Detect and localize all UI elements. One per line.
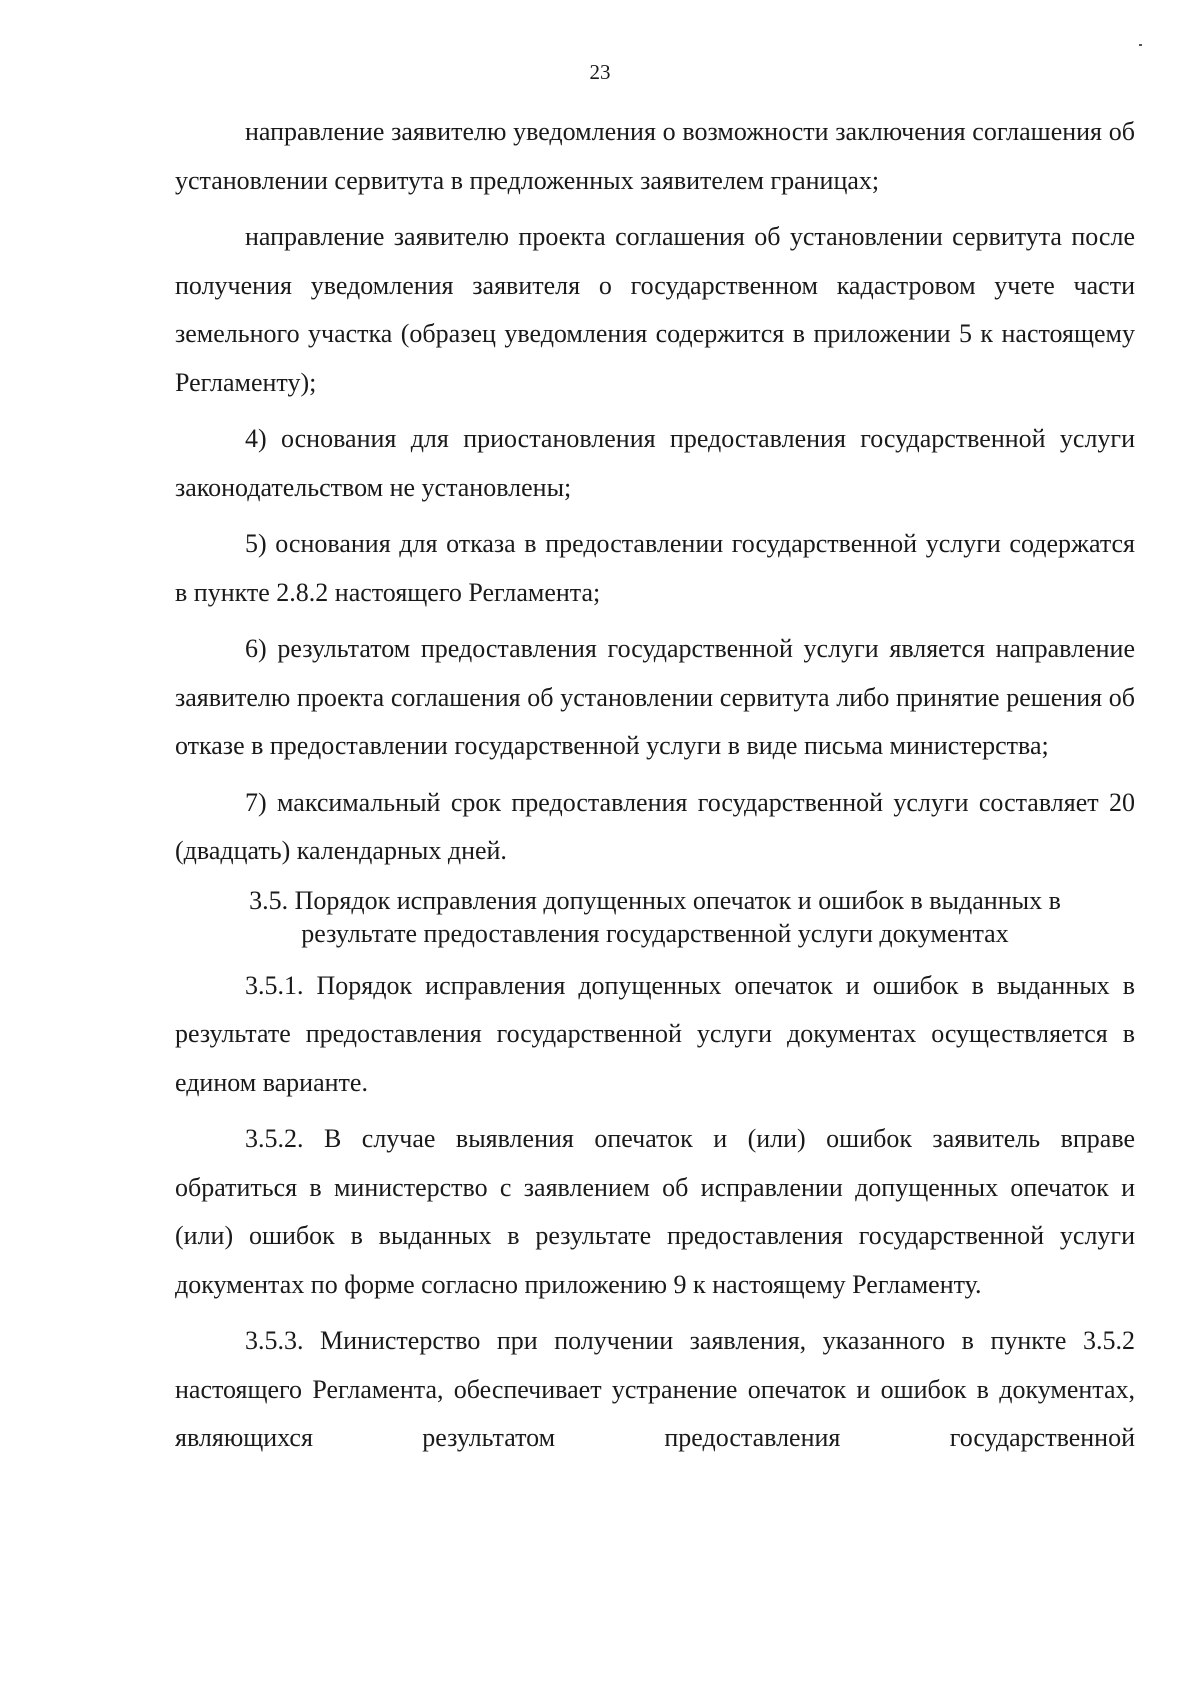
section-heading-3-5: 3.5. Порядок исправления допущенных опечаток и ошибок в выданных в результате предоставления государственной услуги документах [249,885,1061,948]
paragraph-3-5-3: 3.5.3. Министерство при получении заявления, указанного в пункте 3.5.2 настоящего Регламента, обеспечивает устранение опечаток и ошибок в документах, являющихся результатом предоставления государственной [175,1326,1135,1452]
paragraph-draft-agreement: направление заявителю проекта соглашения об установлении сервитута после получения уведомления заявителя о государственном кадастровом учете части земельного участка (образец уведомления содержится в приложении 5 к настоящему Регламенту); [175,222,1135,397]
scan-speck [1139,44,1142,46]
paragraph-suspension-grounds: 4) основания для приостановления предоставления государственной услуги законодательством не установлены; [175,424,1135,502]
paragraph-max-term: 7) максимальный срок предоставления государственной услуги составляет 20 (двадцать) календарных дней. [175,787,1135,865]
paragraph-refusal-grounds: 5) основания для отказа в предоставлении государственной услуги содержатся в пункте 2.8.2 настоящего Регламента; [175,529,1135,607]
paragraph-3-5-2: 3.5.2. В случае выявления опечаток и (или) ошибок заявитель вправе обратиться в министерство с заявлением об исправлении допущенных опечаток и (или) ошибок в выданных в результате предоставления государственной услуги документах по форме согласно приложению 9 к настоящему Регламенту. [175,1124,1135,1299]
paragraph-3-5-1: 3.5.1. Порядок исправления допущенных опечаток и ошибок в выданных в результате предоставления государственной услуги документах осуществляется в едином варианте. [175,970,1135,1097]
page-number: 23 [589,60,611,84]
paragraph-service-result: 6) результатом предоставления государственной услуги является направление заявителю проекта соглашения об установлении сервитута либо принятие решения об отказе в предоставлении государственной услуги в виде письма министерства; [175,634,1135,760]
document-body [175,108,1135,1463]
paragraph-notice-possibility: направление заявителю уведомления о возможности заключения соглашения об установлении сервитута в предложенных заявителем границах; [175,117,1135,195]
